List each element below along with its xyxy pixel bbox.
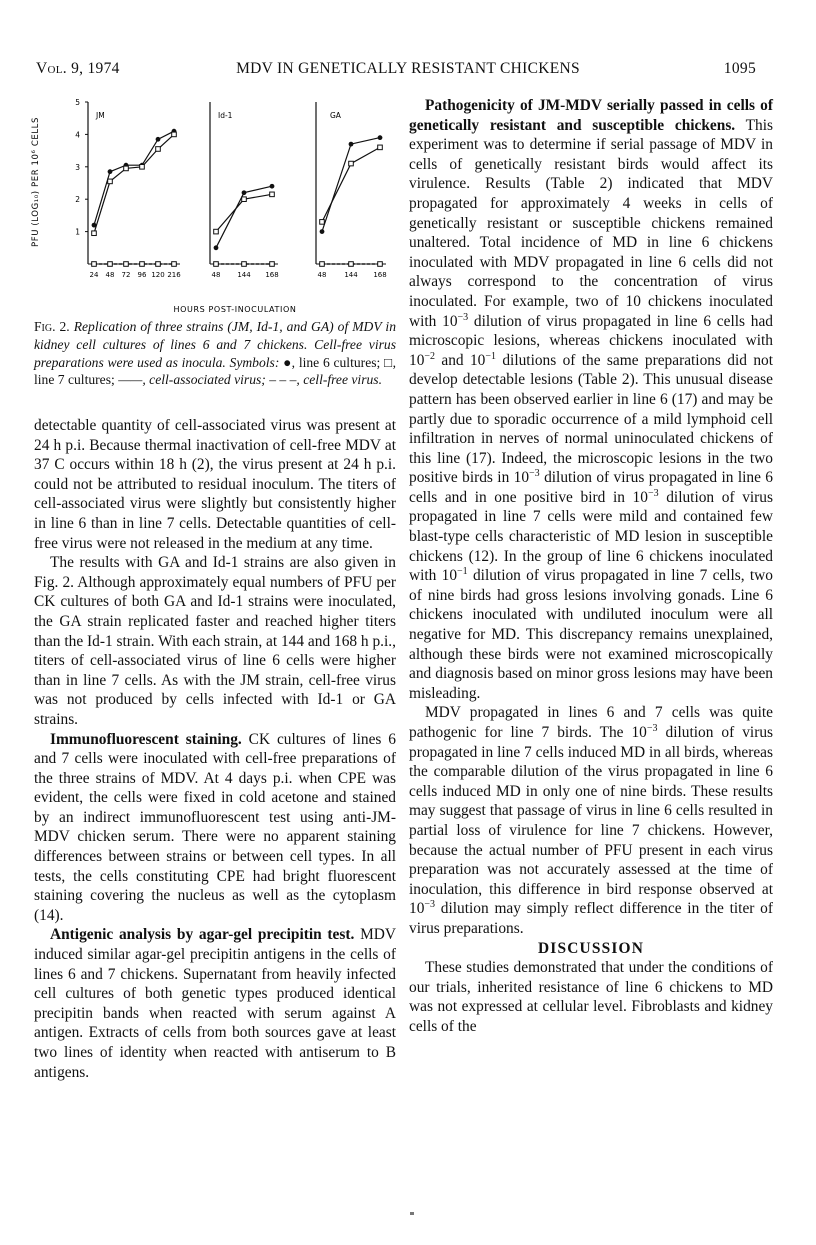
y-tick-label: 4: [75, 130, 80, 140]
caption-lead: Fig. 2.: [34, 319, 70, 334]
exponent: −1: [485, 350, 496, 362]
figure-caption: [34, 318, 396, 389]
data-point-line7: [349, 161, 354, 166]
x-axis-label: HOURS POST-INOCULATION: [173, 305, 297, 314]
paragraph-text: and 10: [435, 351, 486, 369]
data-point-line6: [270, 184, 275, 189]
series-line: [322, 147, 380, 222]
paragraph-text: dilution of virus propagated in line 6 cells and in one positive bird in 10: [409, 469, 773, 506]
figure-2-chart: [30, 92, 410, 314]
exponent: −3: [457, 311, 469, 323]
exponent: −3: [646, 722, 658, 734]
paragraph: [34, 730, 396, 926]
paragraph-text: dilution of virus propagated in line 7 cells were mild and contained few blast-type cells characteristic of MD lesion in susceptible chickens (12). In the group of line 6 chickens inoculated with 10: [409, 488, 773, 585]
x-tick-label: 24: [89, 271, 99, 279]
paragraph: [409, 703, 773, 938]
caption-symbol-dashed: – – –, cell-free virus.: [269, 372, 382, 388]
page-number: 1095: [723, 60, 756, 77]
x-tick-label: 48: [211, 271, 221, 279]
paragraph-text: CK cultures of lines 6 and 7 cells were inoculated with cell-free preparations of the three strains of MDV. At 4 days p.i. when CPE was evident, the cells were fixed in cold acetone and stained by an indirect immunofluorescent test using anti-JM-MDV chicken serum. There were no apparent staining differences between strains or between cell types. In all tests, the cells constituting CPE had bright fluorescent staining covering the nucleus as well as the cytoplasm (14).: [34, 730, 396, 924]
paragraph: The results with GA and Id-1 strains are also given in Fig. 2. Although approximately equal numbers of PFU per CK cultures of both GA and Id-1 strains were inoculated, the GA strain replicated faster and reached higher titers than the Id-1 strain. With each strain, at 144 and 168 h p.i., titers of cell-associated virus of line 6 cells were higher than in line 7 cells. As with the JM strain, cell-free virus was not produced by cells infected with Id-1 or GA strains.: [34, 554, 396, 728]
section-heading: Pathogenicity of JM-MDV serially passed in cells of genetically resistant and susceptible chickens.: [409, 97, 773, 134]
data-point-line7: [214, 262, 219, 267]
data-point-line7: [378, 262, 383, 267]
caption-symbol-solid: ——, cell-associated virus;: [118, 372, 266, 388]
paragraph-text: dilutions of the same preparations did not develop detectable lesions (Table 2). This unusual disease pattern has been observed earlier in line 6 (17) and may be partly due to sporadic occurrence of a mild lymphoid cell infiltration in nerves of normal uninoculated chickens of this line (17). Indeed, the microscopic lesions in the two positive birds in 10: [409, 351, 773, 487]
speck: [410, 1212, 414, 1215]
data-point-line7: [140, 165, 145, 170]
data-point-line6: [108, 169, 113, 174]
data-point-line7: [156, 262, 161, 267]
panel-title: Id-1: [218, 111, 233, 120]
x-tick-label: 144: [344, 271, 358, 279]
y-tick-label: 2: [75, 195, 80, 205]
running-title: MDV IN GENETICALLY RESISTANT CHICKENS: [236, 60, 580, 77]
caption-text: Replication of three strains (JM, Id-1, and GA) of MDV in kidney cell cultures of lines 6 and 7 chickens. Cell-free virus preparations were used as inocula. Symbols:: [34, 319, 396, 370]
data-point-line7: [108, 179, 113, 184]
paragraph: detectable quantity of cell-associated virus was present at 24 h p.i. Because thermal inactivation of cell-free MDV at 37 C occurs within 18 h (2), the virus present at 24 h p.i. could not be attributed to residual inoculum. The titers of cell-associated virus were slightly but consistently higher in line 6 than in line 7 cells. Detectable quantities of cell-free virus were not released in the medium at any time.: [34, 417, 396, 552]
caption-symbol-line6: ●, line 6 cultures;: [283, 354, 381, 370]
x-tick-label: 216: [167, 271, 181, 279]
data-point-line7: [124, 166, 129, 171]
data-point-line6: [349, 142, 354, 147]
paragraph-text: dilution of virus propagated in line 7 cells induced MD in all birds, whereas the comparable dilution of the virus propagated in line 6 cells induced MD in only one of nine birds. These results may suggest that passage of virus in line 6 cells resulted in partial loss of virulence for line 7 chickens. However, because the actual number of PFU present in each virus preparation was not accurately assessed at the time of inoculation, this difference in bird response observed at 10: [409, 724, 774, 918]
exponent: −1: [457, 566, 468, 578]
paragraph-text: dilution of virus propagated in line 6 cells had microscopic lesions, whereas chickens inoculated with 10: [409, 312, 773, 369]
data-point-line6: [242, 190, 247, 195]
data-point-line7: [242, 262, 247, 267]
x-tick-label: 72: [121, 271, 131, 279]
data-point-line7: [242, 197, 247, 202]
data-point-line7: [349, 262, 354, 267]
paragraph: These studies demonstrated that under the conditions of our trials, inherited resistance of line 6 chickens to MD was not expressed at cellular level. Fibroblasts and kidney cells of the: [409, 959, 773, 1035]
data-point-line7: [140, 262, 145, 267]
section-heading: Immunofluorescent staining.: [50, 730, 242, 748]
data-point-line6: [378, 135, 383, 140]
exponent: −3: [647, 487, 659, 499]
data-point-line7: [270, 192, 275, 197]
paragraph-text: dilution of virus propagated in line 7 cells, two of nine birds had gross lesions involving gonads. Line 6 chickens inoculated with undiluted inoculum were all negative for MD. This discrepancy remains unexplained, although these birds were not examined microscopically and diagnosis based on minor gross lesions may have been misleading.: [409, 567, 773, 702]
y-axis-label: PFU (LOG₁₀) PER 10⁶ CELLS: [31, 117, 41, 247]
discussion-heading: DISCUSSION: [537, 939, 645, 957]
paragraph-text: dilution may simply reflect difference in the titer of virus preparations.: [409, 900, 773, 937]
y-tick-label: 5: [75, 98, 80, 107]
data-point-line6: [214, 245, 219, 250]
data-point-line7: [214, 229, 219, 234]
caption-symbol-line7: □, line 7 cultures;: [34, 354, 396, 388]
data-point-line7: [92, 262, 97, 267]
paragraph: [409, 96, 773, 703]
x-tick-label: 48: [105, 271, 115, 279]
data-point-line7: [156, 147, 161, 152]
data-point-line7: [92, 231, 97, 236]
data-point-line7: [172, 262, 177, 267]
x-tick-label: 48: [317, 271, 327, 279]
x-tick-label: 96: [137, 271, 147, 279]
running-header: [0, 60, 816, 84]
section-heading: Antigenic analysis by agar-gel precipitin test.: [50, 926, 355, 944]
panel-title: GA: [330, 111, 341, 120]
x-tick-label: 168: [265, 271, 279, 279]
paragraph-text: MDV induced similar agar-gel precipitin antigens in the cells of lines 6 and 7 chickens. Supernatant from heavily infected cell cultures of both genetic types produced identical precipitin bands when reacted with serum against A antigen. Extracts of cells from both sources gave at least two lines of identity when reacted with antiserum to B antigens.: [34, 926, 396, 1081]
x-tick-label: 168: [373, 271, 387, 279]
data-point-line7: [378, 145, 383, 150]
right-column: [409, 96, 773, 1037]
paragraph-text: MDV propagated in lines 6 and 7 cells was quite pathogenic for line 7 birds. The 10: [409, 704, 773, 741]
x-tick-label: 120: [151, 271, 165, 279]
y-tick-label: 3: [75, 162, 80, 172]
left-column: [34, 416, 396, 1082]
data-point-line7: [320, 262, 325, 267]
data-point-line7: [172, 132, 177, 137]
paragraph: [34, 925, 396, 1082]
panel-title: JM: [96, 111, 105, 120]
data-point-line7: [108, 262, 113, 267]
data-point-line7: [270, 262, 275, 267]
volume-label: Vol. 9, 1974: [36, 60, 120, 77]
exponent: −2: [424, 350, 436, 362]
data-point-line7: [320, 220, 325, 225]
exponent: −3: [529, 468, 540, 480]
data-point-line7: [124, 262, 129, 267]
figure-2: [30, 92, 410, 314]
x-tick-label: 144: [237, 271, 251, 279]
data-point-line6: [320, 229, 325, 234]
data-point-line6: [156, 137, 161, 142]
exponent: −3: [424, 899, 436, 911]
y-tick-label: 1: [75, 227, 80, 237]
paragraph-text: This experiment was to determine if serial passage of MDV in cells of genetically resistant birds would affect its virulence. Results (Table 2) indicated that MDV propagated for approximately 4 weeks in cells of genetically resistant or susceptible chickens remained unaltered. Total incidence of MD in line 6 chickens inoculated with MDV propagated in line 6 cells did not always correspond to the concentration of virus inoculated. For example, two of 10 chickens inoculated with 10: [409, 116, 773, 330]
